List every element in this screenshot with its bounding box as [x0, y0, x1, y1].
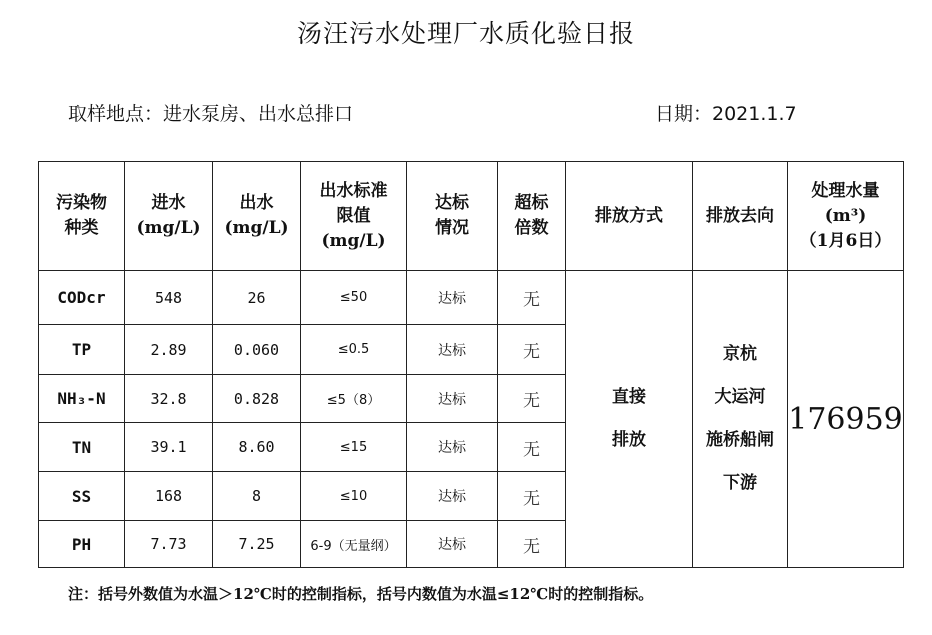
limit-value: ≤0.5: [301, 325, 407, 375]
report-date: 日期：2021.1.7: [655, 103, 797, 125]
pollutant-name: TN: [39, 423, 125, 472]
header-influent: 进水 (mg/L): [125, 162, 213, 271]
compliance-status: 达标: [407, 521, 498, 568]
exceed-value: 无: [498, 271, 566, 325]
discharge-method: 直接 排放: [566, 271, 693, 568]
effluent-value: 7.25: [213, 521, 301, 568]
exceed-value: 无: [498, 325, 566, 375]
header-pollutant: 污染物 种类: [39, 162, 125, 271]
header-effluent: 出水 (mg/L): [213, 162, 301, 271]
pollutant-name: SS: [39, 472, 125, 521]
effluent-value: 26: [213, 271, 301, 325]
limit-value: ≤10: [301, 472, 407, 521]
header-discharge-method: 排放方式: [566, 162, 693, 271]
pollutant-name: PH: [39, 521, 125, 568]
exceed-value: 无: [498, 423, 566, 472]
compliance-status: 达标: [407, 472, 498, 521]
limit-value: ≤15: [301, 423, 407, 472]
compliance-status: 达标: [407, 325, 498, 375]
limit-value: ≤5（8）: [301, 375, 407, 423]
influent-value: 548: [125, 271, 213, 325]
table-row: [39, 271, 904, 325]
effluent-value: 0.060: [213, 325, 301, 375]
influent-value: 7.73: [125, 521, 213, 568]
influent-value: 168: [125, 472, 213, 521]
exceed-value: 无: [498, 375, 566, 423]
effluent-value: 0.828: [213, 375, 301, 423]
header-exceed: 超标 倍数: [498, 162, 566, 271]
exceed-value: 无: [498, 521, 566, 568]
compliance-status: 达标: [407, 423, 498, 472]
exceed-value: 无: [498, 472, 566, 521]
header-limit: 出水标准 限值 (mg/L): [301, 162, 407, 271]
header-discharge-direction: 排放去向: [693, 162, 788, 271]
compliance-status: 达标: [407, 271, 498, 325]
effluent-value: 8: [213, 472, 301, 521]
compliance-status: 达标: [407, 375, 498, 423]
limit-value: ≤50: [301, 271, 407, 325]
influent-value: 39.1: [125, 423, 213, 472]
header-volume: 处理水量 (m³) （1月6日）: [788, 162, 904, 271]
header-compliance: 达标 情况: [407, 162, 498, 271]
discharge-direction: 京杭 大运河 施桥船闸 下游: [693, 271, 788, 568]
water-quality-table: [38, 161, 904, 568]
influent-value: 2.89: [125, 325, 213, 375]
influent-value: 32.8: [125, 375, 213, 423]
effluent-value: 8.60: [213, 423, 301, 472]
footnote: 注：括号外数值为水温＞12℃时的控制指标，括号内数值为水温≤12℃时的控制指标。: [68, 585, 654, 603]
pollutant-name: TP: [39, 325, 125, 375]
sampling-location: 取样地点：进水泵房、出水总排口: [68, 103, 354, 125]
header-row: [39, 162, 904, 271]
report-title: 汤汪污水处理厂水质化验日报: [296, 19, 635, 48]
pollutant-name: NH₃-N: [39, 375, 125, 423]
treated-volume: 176959: [788, 271, 904, 568]
limit-value: 6-9（无量纲）: [301, 521, 407, 568]
pollutant-name: CODcr: [39, 271, 125, 325]
